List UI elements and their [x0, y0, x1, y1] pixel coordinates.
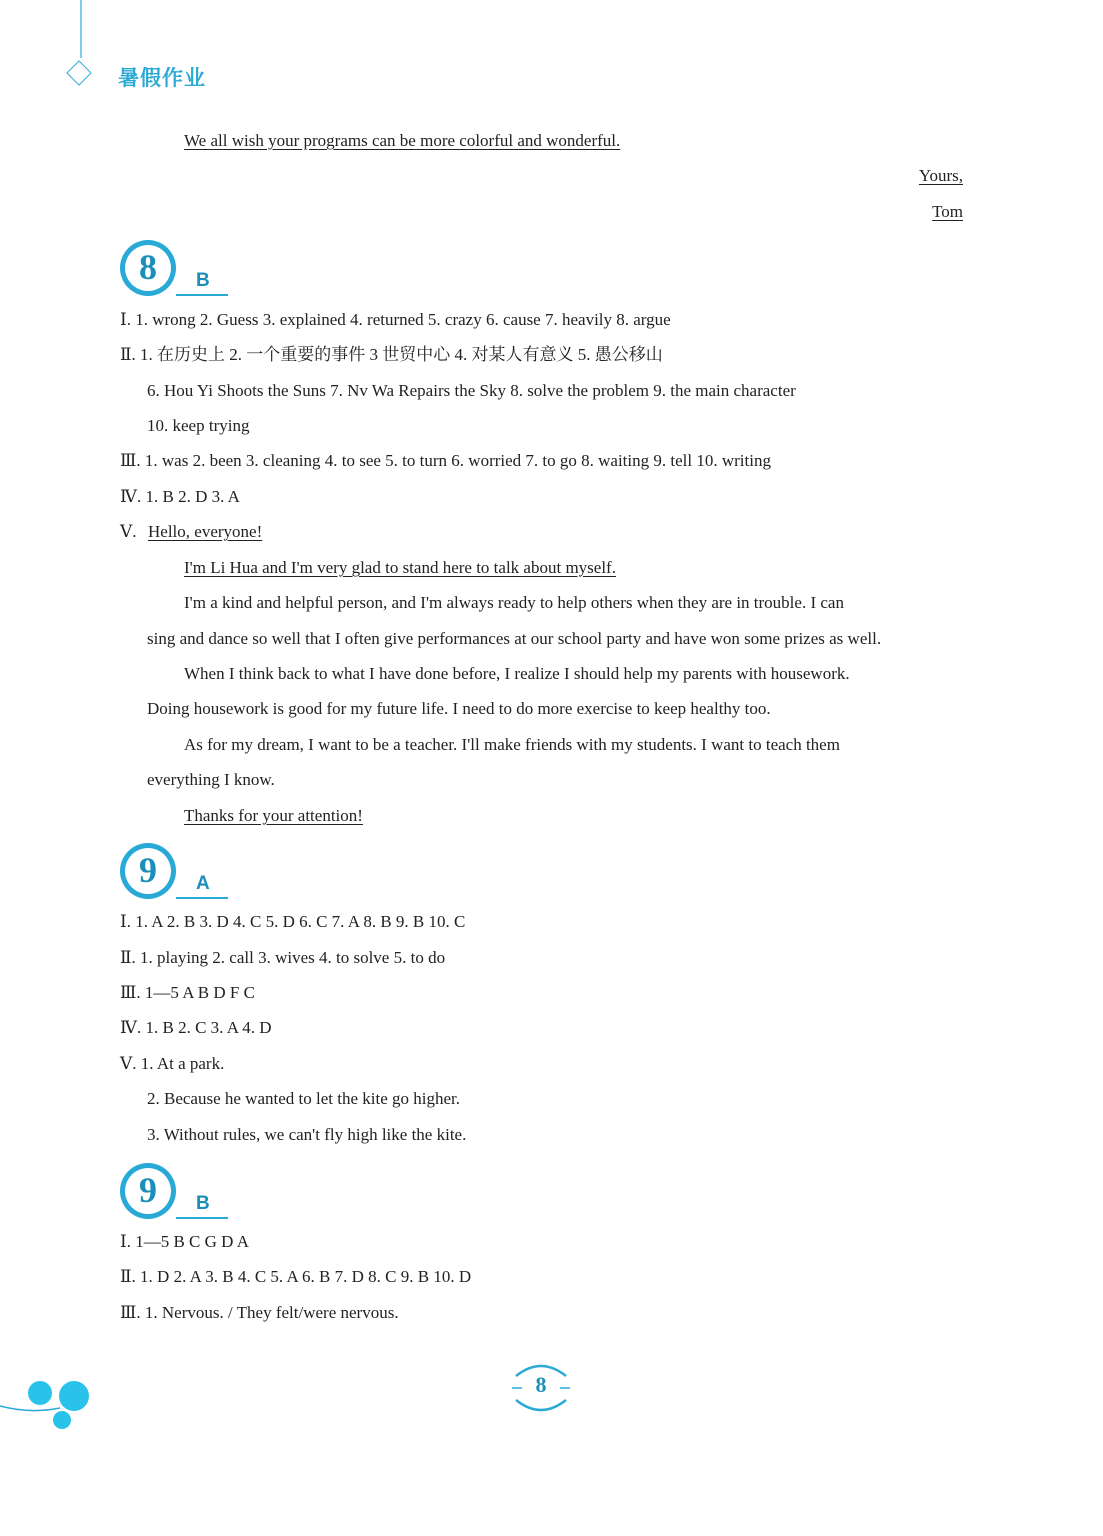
answer-line: Ⅱ. 1. 在历史上 2. 一个重要的事件 3 世贸中心 4. 对某人有意义 5. 愚公移山: [120, 345, 663, 364]
answer-line: Ⅰ. 1—5 B C G D A: [120, 1232, 250, 1251]
section-part-rule: [176, 1217, 228, 1219]
answer-line: 3. Without rules, we can't fly high like the kite.: [147, 1125, 467, 1144]
essay-line: I'm a kind and helpful person, and I'm always ready to help others when they are in trouble. I can: [184, 593, 844, 612]
letter-closing-line: We all wish your programs can be more colorful and wonderful.: [184, 131, 621, 150]
essay-intro: I'm Li Hua and I'm very glad to stand here to talk about myself.: [184, 558, 616, 577]
essay-line: As for my dream, I want to be a teacher. I'll make friends with my students. I want to teach them: [184, 735, 840, 754]
section-number: 9: [139, 1170, 157, 1210]
answer-line: Ⅴ. 1. At a park.: [120, 1054, 225, 1073]
essay-line: When I think back to what I have done before, I realize I should help my parents with housework.: [184, 664, 850, 683]
essay-line: Doing housework is good for my future life. I need to do more exercise to keep healthy too.: [147, 699, 771, 718]
answer-line: Ⅰ. 1. A 2. B 3. D 4. C 5. D 6. C 7. A 8. B 9. B 10. C: [120, 912, 466, 931]
answer-line: 10. keep trying: [147, 416, 250, 435]
answer-line: Ⅲ. 1. Nervous. / They felt/were nervous.: [120, 1303, 399, 1322]
answer-line: Ⅲ. 1—5 A B D F C: [120, 983, 255, 1002]
answer-line: Ⅳ. 1. B 2. D 3. A: [120, 487, 240, 506]
footer-bubbles-icon: [0, 1376, 100, 1436]
header-title: 暑假作业: [118, 66, 206, 90]
section-part-rule: [176, 294, 228, 296]
answer-line: Ⅳ. 1. B 2. C 3. A 4. D: [120, 1018, 272, 1037]
section-number: 9: [139, 850, 157, 890]
essay-greeting: Hello, everyone!: [148, 522, 263, 541]
answer-line: Ⅱ. 1. D 2. A 3. B 4. C 5. A 6. B 7. D 8. C 9. B 10. D: [120, 1267, 472, 1286]
letter-name: Tom: [932, 202, 963, 221]
essay-line: sing and dance so well that I often give performances at our school party and have won some prizes as well.: [147, 629, 882, 648]
answer-line: 2. Because he wanted to let the kite go higher.: [147, 1089, 460, 1108]
section-part: A: [196, 873, 210, 894]
answer-line: Ⅰ. 1. wrong 2. Guess 3. explained 4. returned 5. crazy 6. cause 7. heavily 8. argue: [120, 310, 671, 329]
header-vertical-line: [80, 0, 82, 58]
answer-line: Ⅱ. 1. playing 2. call 3. wives 4. to solve 5. to do: [120, 948, 446, 967]
answer-line: Ⅴ.: [120, 522, 137, 541]
diamond-icon: [66, 60, 91, 85]
section-part: B: [196, 270, 210, 291]
section-part-rule: [176, 897, 228, 899]
page-number: 8: [535, 1372, 547, 1397]
letter-signoff: Yours,: [918, 166, 963, 185]
essay-line: everything I know.: [147, 770, 275, 789]
answer-line: 6. Hou Yi Shoots the Suns 7. Nv Wa Repairs the Sky 8. solve the problem 9. the main character: [147, 381, 796, 400]
section-part: B: [196, 1193, 210, 1214]
answer-line: Ⅲ. 1. was 2. been 3. cleaning 4. to see 5. to turn 6. worried 7. to go 8. waiting 9. tell 10. writing: [120, 451, 771, 470]
essay-closing: Thanks for your attention!: [184, 806, 363, 825]
section-number: 8: [139, 247, 157, 287]
